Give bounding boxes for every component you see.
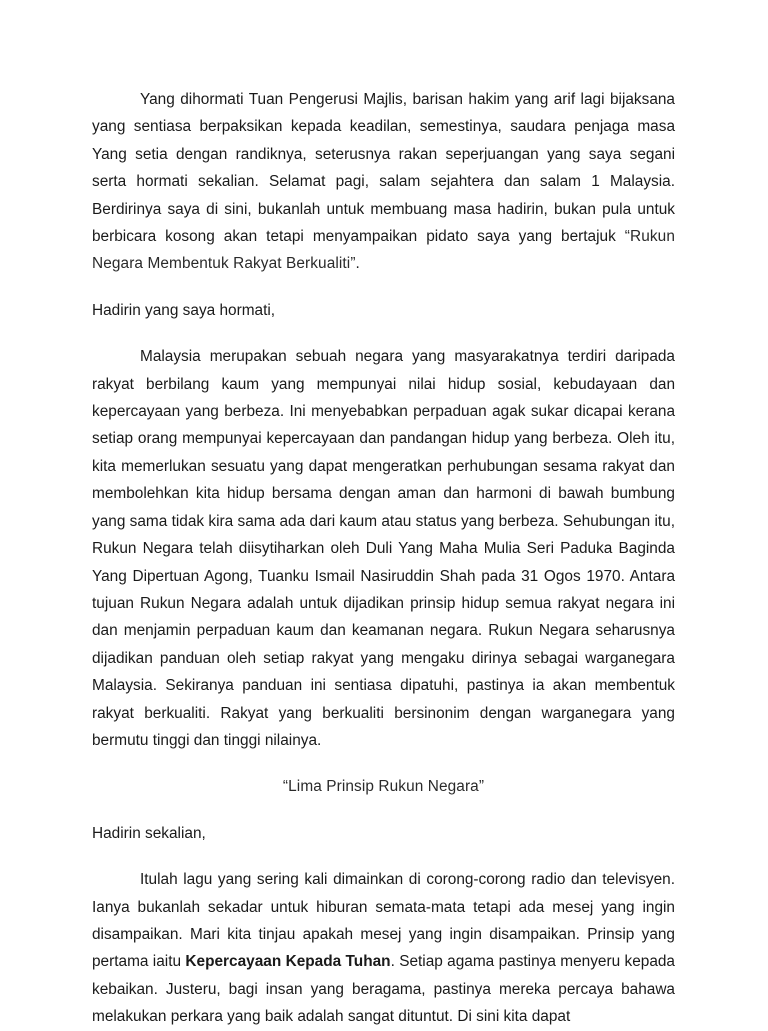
paragraph-gap (92, 278, 675, 297)
opening-paragraph-text: Yang dihormati Tuan Pengerusi Majlis, barisan hakim yang arif lagi bijaksana yang sentiasa berpaksikan kepada keadilan, semestinya, saudara penjaga masa Yang setia dengan randiknya, seterusnya rakan seperjuangan yang saya segani serta hormati sekalian. Selamat pagi, salam sejahtera dan salam 1 Malaysia. Berdirinya saya di sini, bukanlah untuk membuang masa hadirin, bukan pula untuk berbicara kosong akan tetapi menyampaikan pidato saya yang bertajuk (92, 91, 675, 246)
first-principle-paragraph (92, 866, 675, 1030)
document-page (92, 86, 675, 1031)
first-principle-bold: Kepercayaan Kepada Tuhan (185, 953, 391, 971)
salutation-second: Hadirin sekalian, (92, 824, 206, 842)
section-title: “Lima Prinsip Rukun Negara” (282, 778, 485, 796)
opening-paragraph (92, 86, 675, 278)
rukun-negara-paragraph: Malaysia merupakan sebuah negara yang masyarakatnya terdiri daripada rakyat berbilang kaum yang mempunyai nilai hidup sosial, kebudayaan dan kepercayaan yang berbeza. Ini menyebabkan perpaduan agak sukar dicapai kerana setiap orang mempunyai kepercayaan dan pandangan hidup yang berbeza. Oleh itu, kita memerlukan sesuatu yang dapat mengeratkan perhubungan sesama rakyat dan membolehkan kita hidup bersama dengan aman dan harmoni di bawah bumbung yang sama tidak kira sama ada dari kaum atau status yang berbeza. Sehubungan itu, Rukun Negara telah diisytiharkan oleh Duli Yang Maha Mulia Seri Paduka Baginda Yang Dipertuan Agong, Tuanku Ismail Nasiruddin Shah pada 31 Ogos 1970. Antara tujuan Rukun Negara adalah untuk dijadikan prinsip hidup semua rakyat negara ini dan menjamin perpaduan kaum dan keamanan negara. Rukun Negara seharusnya dijadikan panduan oleh setiap rakyat yang mengaku dirinya sebagai warganegara Malaysia. Sekiranya panduan ini sentiasa dipatuhi, pastinya ia akan membentuk rakyat berkualiti. Rakyat yang berkualiti bersinonim dengan warganegara yang bermutu tinggi dan tinggi nilainya. (92, 348, 675, 749)
first-principle-text-before: Itulah lagu yang sering kali dimainkan di corong-corong radio dan televisyen. Ianya bukanlah sekadar untuk hiburan semata-mata tetapi ada mesej yang ingin disampaikan. Mari kita tinjau apakah mesej yang ingin disampaikan. Prinsip yang pertama iaitu (92, 871, 675, 971)
paragraph-gap (92, 324, 675, 343)
opening-paragraph-tail: . (355, 255, 360, 273)
first-principle-text-after: . Setiap agama pastinya menyeru kepada kebaikan. Justeru, bagi insan yang beragama, pastinya mereka percaya bahawa melakukan perkara yang baik adalah sangat dituntut. Di sini kita dapat (92, 953, 675, 1026)
paragraph-gap (92, 801, 675, 820)
paragraph-gap (92, 754, 675, 773)
speech-title-quote: “Rukun Negara Membentuk Rakyat Berkualiti” (92, 228, 675, 273)
salutation-first: Hadirin yang saya hormati, (92, 301, 276, 319)
paragraph-gap (92, 847, 675, 866)
